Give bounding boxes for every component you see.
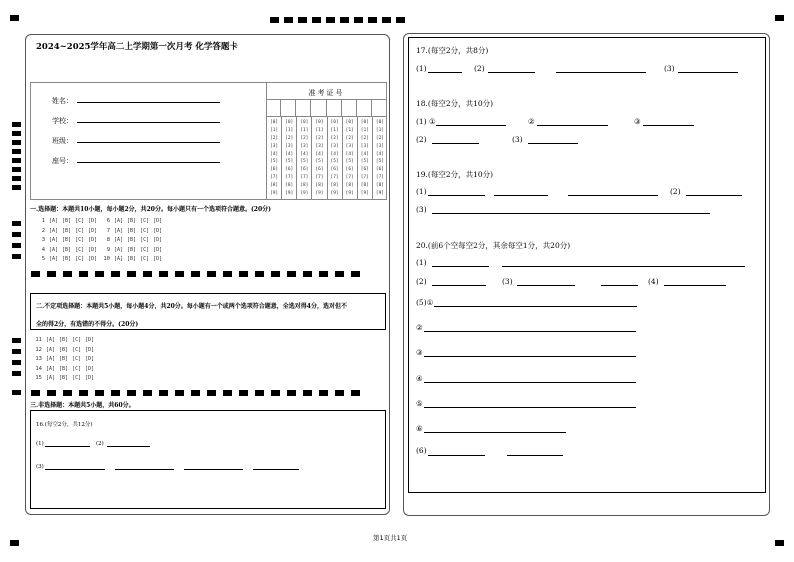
exam-id-digit-bubble[interactable]: [8] (315, 182, 324, 188)
q20-p1-label: (1) (416, 258, 427, 267)
exam-id-digit-bubble[interactable]: [6] (375, 167, 384, 173)
q18-p2-label: (2) (416, 135, 427, 144)
question-number: 11 (35, 337, 42, 343)
section1-title: 一.选择题：本题共10小题，每小题2分，共20分。每小题只有一个选项符合题意。(20分) (30, 206, 271, 213)
q19-p3-blank[interactable] (432, 204, 710, 214)
page-number: 第1页共1页 (373, 534, 408, 542)
choice-bubble[interactable]: [A] (46, 337, 56, 343)
exam-id-digit-bubble[interactable]: [0] (315, 120, 324, 126)
class-label: 班级： (52, 137, 73, 145)
q16-p3-blank-a[interactable] (45, 462, 105, 470)
q20-p2-blank[interactable] (432, 276, 486, 286)
choice-bubble[interactable]: [A] (46, 365, 56, 372)
exam-id-digit-bubble[interactable]: [2] (269, 135, 279, 141)
q20-p2-label: (2) (416, 277, 427, 286)
corner-mark-bl (10, 540, 19, 546)
exam-id-digit-bubble[interactable]: [8] (375, 182, 384, 188)
section3-title: 三.非选择题：本题共5小题，共60分。 (30, 402, 135, 409)
q20-header: 20.(前6个空每空2分，其余每空1分，共20分) (416, 241, 571, 250)
choice-bubble[interactable]: [B] (127, 246, 137, 253)
q16-p2-blank[interactable] (107, 439, 150, 447)
choice-bubble[interactable]: [C] (140, 256, 150, 262)
choice-row (36, 236, 97, 244)
choice-row (101, 227, 162, 235)
choice-bubble[interactable]: [A] (114, 227, 124, 234)
choice-row (36, 255, 97, 263)
exam-id-digit-bubble[interactable]: [0] (285, 120, 294, 126)
exam-id-digit-bubble[interactable]: [6] (315, 167, 324, 173)
exam-id-digit-bubble[interactable]: [8] (345, 182, 354, 188)
exam-id-digit-bubble[interactable]: [6] (269, 167, 279, 173)
exam-id-digit-bubble[interactable]: [4] (315, 151, 324, 157)
question-number: 14 (35, 365, 42, 372)
exam-id-digit-bubble[interactable]: [5] (269, 159, 279, 165)
exam-id-digit-bubble[interactable]: [2] (375, 135, 384, 141)
choice-bubble[interactable]: [C] (140, 237, 150, 243)
q20-c2-label: ② (416, 323, 423, 332)
exam-id-digit-bubble[interactable]: [2] (315, 135, 324, 141)
school-label: 学校： (52, 117, 73, 125)
exam-id-digit-bubble[interactable]: [4] (285, 151, 294, 157)
exam-id-digit-bubble[interactable]: [7] (375, 174, 384, 180)
q18-c3-label: ③ (634, 117, 641, 126)
exam-id-digit-bubble[interactable]: [9] (330, 190, 339, 196)
exam-id-column[interactable] (281, 117, 296, 199)
q16-p3-blank-c[interactable] (184, 462, 243, 470)
choice-bubble[interactable]: [C] (72, 365, 82, 372)
choice-bubble[interactable]: [C] (140, 218, 150, 224)
exam-id-write-row[interactable] (266, 99, 387, 117)
question-number: 7 (106, 227, 110, 234)
question-number: 2 (41, 227, 45, 234)
choice-bubble[interactable]: [D] (153, 246, 163, 253)
exam-id-column[interactable] (311, 117, 326, 199)
choice-bubble[interactable]: [C] (72, 346, 82, 353)
choice-row (101, 236, 162, 244)
q20-p6-blank-a[interactable] (428, 446, 485, 456)
choice-row (101, 255, 162, 263)
exam-id-digit-bubble[interactable]: [0] (345, 120, 354, 126)
exam-id-digit-bubble[interactable]: [8] (269, 182, 279, 188)
exam-id-digit-bubble[interactable]: [5] (285, 159, 294, 165)
exam-id-digit-bubble[interactable]: [0] (330, 120, 339, 126)
q18-c2-blank[interactable] (537, 116, 608, 126)
exam-id-digit-bubble[interactable]: [1] (315, 128, 324, 134)
exam-id-digit-bubble[interactable]: [1] (330, 128, 339, 134)
q20-c6-blank[interactable] (424, 423, 566, 433)
q18-header: 18.(每空2分，共10分) (416, 99, 494, 108)
exam-id-digit-bubble[interactable]: [6] (300, 167, 309, 173)
exam-id-digit-bubble[interactable]: [9] (315, 190, 324, 196)
exam-id-digit-bubble[interactable]: [3] (360, 143, 369, 149)
q19-p2-blank[interactable] (686, 186, 742, 196)
exam-id-digit-bubble[interactable]: [2] (330, 135, 339, 141)
exam-id-column[interactable] (327, 117, 342, 199)
choice-row (101, 217, 162, 225)
exam-id-digit-bubble[interactable]: [3] (300, 143, 309, 149)
exam-id-digit-bubble[interactable]: [8] (285, 182, 294, 188)
choice-bubble[interactable]: [A] (46, 346, 56, 353)
choice-bubble[interactable]: [B] (62, 256, 72, 262)
exam-id-digit-bubble[interactable]: [5] (330, 159, 339, 165)
corner-mark-br (775, 540, 784, 546)
q19-p1-blank-b[interactable] (494, 186, 548, 196)
choice-row (36, 246, 97, 254)
choice-bubble[interactable]: [C] (75, 237, 85, 243)
choice-row (33, 336, 94, 344)
q20-c4-blank[interactable] (424, 373, 636, 383)
question-number: 5 (41, 256, 45, 262)
q18-p1-blank[interactable] (436, 116, 506, 126)
exam-id-digit-bubble[interactable]: [1] (360, 128, 369, 134)
exam-id-digit-bubble[interactable]: [9] (269, 190, 279, 196)
q16-header: 16.(每空2分，共12分) (36, 422, 93, 428)
exam-id-digit-bubble[interactable]: [8] (300, 182, 309, 188)
q20-p6-blank-b[interactable] (507, 446, 563, 456)
q18-p3-label: (3) (512, 135, 523, 144)
exam-id-column[interactable] (357, 117, 372, 199)
choice-row (36, 217, 97, 225)
q20-p1-blank-a[interactable] (432, 257, 489, 267)
q20-c5-label: ⑤ (416, 399, 423, 408)
choice-bubble[interactable]: [D] (88, 218, 98, 224)
q17-header: 17.(每空2分，共8分) (416, 46, 489, 55)
choice-bubble[interactable]: [C] (72, 375, 82, 381)
exam-id-digit-bubble[interactable]: [5] (375, 159, 384, 165)
q16-p3-blank-b[interactable] (115, 462, 174, 470)
choice-bubble[interactable]: [C] (75, 246, 85, 253)
question-number: 9 (106, 246, 110, 253)
exam-id-digit-bubble[interactable]: [3] (345, 143, 354, 149)
choice-bubble[interactable]: [B] (127, 218, 137, 224)
choice-bubble[interactable]: [D] (153, 227, 163, 234)
exam-id-digit-bubble[interactable]: [9] (345, 190, 354, 196)
question-number: 13 (35, 356, 42, 362)
section2-title-line2: 全的得2分，有选错的不得分。(20分) (36, 321, 139, 328)
choice-bubble[interactable]: [B] (59, 375, 69, 381)
choice-row (33, 374, 94, 382)
q17-p1-blank[interactable] (428, 63, 462, 73)
exam-id-digit-bubble[interactable]: [2] (285, 135, 294, 141)
question-number: 8 (106, 237, 110, 243)
q19-p3-label: (3) (416, 205, 427, 214)
choice-bubble[interactable]: [D] (88, 237, 98, 243)
q19-p1-label: (1) (416, 187, 427, 196)
choice-row (33, 355, 94, 363)
exam-id-digit-bubble[interactable]: [2] (360, 135, 369, 141)
exam-id-digit-bubble[interactable]: [5] (345, 159, 354, 165)
exam-id-digit-bubble[interactable]: [4] (345, 151, 354, 157)
exam-id-digit-bubble[interactable]: [4] (360, 151, 369, 157)
section2-bubbles[interactable] (33, 336, 113, 386)
choice-bubble[interactable]: [A] (114, 237, 124, 243)
choice-bubble[interactable]: [B] (62, 237, 72, 243)
q17-p2-blank[interactable] (488, 63, 535, 73)
choice-bubble[interactable]: [C] (72, 337, 82, 343)
q18-p1-label: (1) ① (416, 117, 436, 126)
exam-id-digit-bubble[interactable]: [1] (375, 128, 384, 134)
exam-id-digit-bubble[interactable]: [3] (269, 143, 279, 149)
exam-id-digit-bubble[interactable]: [4] (330, 151, 339, 157)
q18-c2-label: ② (528, 117, 535, 126)
exam-id-digit-bubble[interactable]: [3] (375, 143, 384, 149)
choice-bubble[interactable]: [C] (75, 256, 85, 262)
q20-p4-blank[interactable] (664, 276, 726, 286)
exam-id-digit-bubble[interactable]: [7] (300, 174, 309, 180)
exam-id-bubble-grid[interactable] (266, 117, 387, 199)
exam-id-digit-bubble[interactable]: [1] (269, 128, 279, 134)
exam-id-digit-bubble[interactable]: [1] (285, 128, 294, 134)
choice-bubble[interactable]: [B] (127, 227, 137, 234)
corner-mark-tl (10, 15, 19, 21)
q20-p3-blank-b[interactable] (601, 276, 638, 286)
exam-id-digit-bubble[interactable]: [1] (345, 128, 354, 134)
choice-bubble[interactable]: [D] (85, 365, 95, 372)
exam-id-digit-bubble[interactable]: [9] (285, 190, 294, 196)
choice-bubble[interactable]: [C] (140, 246, 150, 253)
choice-bubble[interactable]: [D] (88, 246, 98, 253)
q17-p2-blank-b[interactable] (556, 63, 646, 73)
exam-id-digit-bubble[interactable]: [3] (315, 143, 324, 149)
exam-id-digit-bubble[interactable]: [0] (375, 120, 384, 126)
exam-id-digit-bubble[interactable]: [6] (360, 167, 369, 173)
exam-id-digit-bubble[interactable]: [0] (360, 120, 369, 126)
choice-bubble[interactable]: [D] (85, 337, 95, 343)
exam-id-digit-bubble[interactable]: [9] (300, 190, 309, 196)
school-field[interactable] (77, 113, 220, 123)
q20-c3-blank[interactable] (424, 347, 636, 357)
exam-id-digit-bubble[interactable]: [4] (375, 151, 384, 157)
choice-bubble[interactable]: [A] (49, 227, 59, 234)
choice-bubble[interactable]: [D] (85, 346, 95, 353)
choice-bubble[interactable]: [B] (62, 218, 72, 224)
q20-c4-label: ④ (416, 374, 423, 383)
q20-c2-blank[interactable] (424, 322, 636, 332)
q19-p2-label: (2) (670, 187, 681, 196)
exam-id-digit-bubble[interactable]: [7] (330, 174, 339, 180)
choice-bubble[interactable]: [D] (85, 375, 95, 381)
q16-p3-label: (3) (36, 464, 44, 470)
q20-p1-blank-b[interactable] (502, 257, 745, 267)
q20-p6-label: (6) (416, 446, 427, 455)
q20-p5-label: (5)① (416, 298, 434, 307)
exam-id-digit-bubble[interactable]: [3] (285, 143, 294, 149)
exam-id-column[interactable] (342, 117, 357, 199)
name-label: 姓名： (52, 97, 73, 105)
q20-p4-label: (4) (648, 277, 659, 286)
exam-id-digit-bubble[interactable]: [7] (315, 174, 324, 180)
divider-dash-2 (31, 390, 360, 396)
exam-id-digit-bubble[interactable]: [3] (330, 143, 339, 149)
q19-p1-blank-a[interactable] (428, 186, 485, 196)
exam-id-digit-bubble[interactable]: [5] (315, 159, 324, 165)
exam-id-digit-bubble[interactable]: [7] (269, 174, 279, 180)
choice-bubble[interactable]: [A] (49, 237, 59, 243)
choice-bubble[interactable]: [D] (153, 237, 163, 243)
choice-bubble[interactable]: [A] (49, 256, 59, 262)
choice-bubble[interactable]: [A] (46, 356, 56, 362)
choice-bubble[interactable]: [C] (72, 356, 82, 362)
exam-id-column[interactable] (296, 117, 311, 199)
exam-id-digit-bubble[interactable]: [6] (285, 167, 294, 173)
q17-p3-blank[interactable] (678, 63, 738, 73)
exam-id-digit-bubble[interactable]: [2] (300, 135, 309, 141)
seat-field[interactable] (77, 153, 220, 163)
choice-bubble[interactable]: [A] (114, 246, 124, 253)
choice-bubble[interactable]: [D] (153, 218, 163, 224)
exam-id-digit-bubble[interactable]: [7] (285, 174, 294, 180)
question-number: 12 (35, 346, 42, 353)
page-title: 2024~2025学年高二上学期第一次月考 化学答题卡 (36, 42, 238, 52)
q18-c3-blank[interactable] (643, 116, 694, 126)
choice-row (101, 246, 162, 254)
q17-p3-label: (3) (664, 64, 675, 73)
exam-id-digit-bubble[interactable]: [4] (300, 151, 309, 157)
exam-id-digit-bubble[interactable]: [9] (360, 190, 369, 196)
corner-mark-tr (775, 15, 784, 21)
class-field[interactable] (77, 133, 220, 143)
top-dash-marks (270, 17, 405, 23)
exam-id-digit-bubble[interactable]: [5] (360, 159, 369, 165)
q20-c6-label: ⑥ (416, 424, 423, 433)
q18-p2-blank[interactable] (432, 134, 479, 144)
exam-id-digit-bubble[interactable]: [6] (330, 167, 339, 173)
q19-p1-blank-c[interactable] (568, 186, 658, 196)
divider-dash-1 (31, 271, 360, 277)
exam-id-digit-bubble[interactable]: [8] (330, 182, 339, 188)
exam-id-digit-bubble[interactable]: [8] (360, 182, 369, 188)
q20-c5-blank[interactable] (424, 398, 636, 408)
exam-id-digit-bubble[interactable]: [5] (300, 159, 309, 165)
exam-id-digit-bubble[interactable]: [1] (300, 128, 309, 134)
exam-id-digit-bubble[interactable]: [7] (345, 174, 354, 180)
choice-bubble[interactable]: [B] (62, 227, 72, 234)
q17-p2-label: (2) (474, 64, 485, 73)
choice-bubble[interactable]: [A] (49, 246, 59, 253)
choice-bubble[interactable]: [B] (59, 346, 69, 353)
exam-id-digit-bubble[interactable]: [7] (360, 174, 369, 180)
exam-id-column[interactable] (266, 117, 281, 199)
choice-bubble[interactable]: [C] (75, 218, 85, 224)
exam-id-title: 准考证号 (308, 89, 345, 97)
choice-bubble[interactable]: [C] (75, 227, 85, 234)
q20-p3-blank-a[interactable] (517, 276, 575, 286)
exam-id-digit-bubble[interactable]: [2] (345, 135, 354, 141)
choice-bubble[interactable]: [C] (140, 227, 150, 234)
choice-bubble[interactable]: [B] (59, 337, 69, 343)
question-number: 1 (41, 218, 45, 224)
choice-bubble[interactable]: [D] (88, 256, 98, 262)
choice-bubble[interactable]: [D] (153, 256, 163, 262)
seat-label: 座号： (52, 157, 73, 165)
choice-bubble[interactable]: [A] (46, 375, 56, 381)
exam-id-digit-bubble[interactable]: [0] (269, 120, 279, 126)
section2-title-line1: 二.不定项选择题：本题共5小题，每小题4分，共20分。每小题有一个或两个选项符合题意，全选对得4分，选对但不 (36, 303, 347, 310)
question-number: 15 (35, 375, 42, 381)
q16-p1-label: (1) (36, 441, 44, 447)
q20-p3-label: (3) (502, 277, 513, 286)
exam-id-column[interactable] (372, 117, 387, 199)
choice-row (36, 227, 97, 235)
choice-bubble[interactable]: [A] (114, 256, 124, 262)
choice-bubble[interactable]: [B] (59, 365, 69, 372)
q16-p3-blank-d[interactable] (253, 462, 299, 470)
exam-id-digit-bubble[interactable]: [9] (375, 190, 384, 196)
q20-p5-blank[interactable] (434, 297, 637, 307)
exam-id-digit-bubble[interactable]: [0] (300, 120, 309, 126)
question-number: 6 (106, 218, 110, 224)
name-field[interactable] (77, 93, 220, 103)
section1-bubbles[interactable] (36, 217, 376, 267)
choice-bubble[interactable]: [B] (59, 356, 69, 362)
q20-c3-label: ③ (416, 348, 423, 357)
choice-bubble[interactable]: [B] (62, 246, 72, 253)
question-number: 10 (103, 256, 110, 262)
choice-row (33, 346, 94, 354)
q16-p2-label: (2) (96, 441, 104, 447)
choice-bubble[interactable]: [D] (88, 227, 98, 234)
choice-bubble[interactable]: [D] (85, 356, 95, 362)
choice-bubble[interactable]: [A] (49, 218, 59, 224)
choice-bubble[interactable]: [B] (127, 237, 137, 243)
q16-p1-blank[interactable] (45, 439, 90, 447)
choice-bubble[interactable]: [B] (127, 256, 137, 262)
q19-header: 19.(每空2分，共10分) (416, 170, 494, 179)
choice-bubble[interactable]: [A] (114, 218, 124, 224)
question-number: 4 (41, 246, 45, 253)
exam-id-digit-bubble[interactable]: [6] (345, 167, 354, 173)
choice-row (33, 365, 94, 373)
q18-p3-blank[interactable] (528, 134, 578, 144)
question-number: 3 (41, 237, 45, 243)
exam-id-digit-bubble[interactable]: [4] (269, 151, 279, 157)
q17-p1-label: (1) (416, 64, 427, 73)
